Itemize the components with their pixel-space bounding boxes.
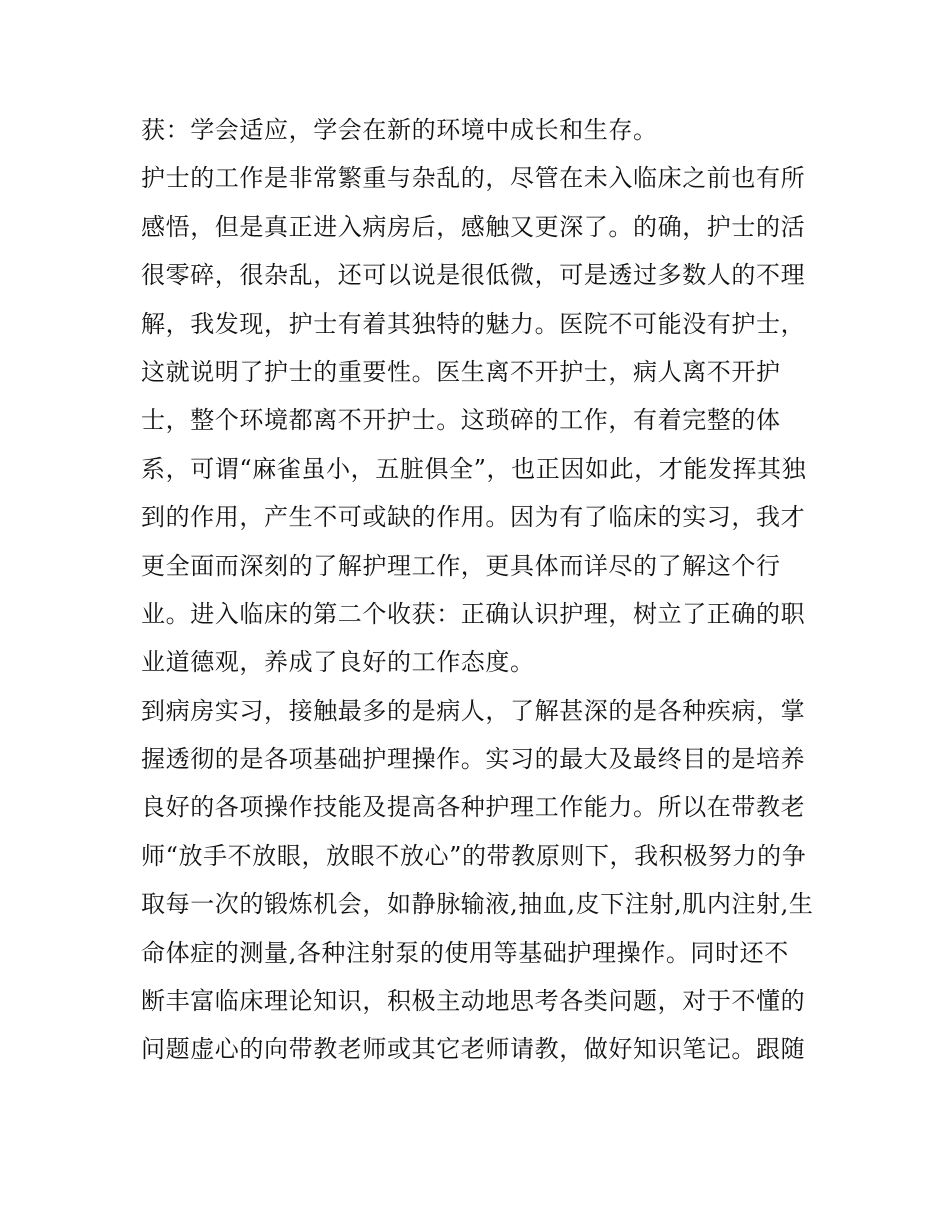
document-body [141,106,813,1074]
text-line: 系，可谓“麻雀虽小，五脏俱全”，也正因如此，才能发挥其独 [141,454,807,483]
text-line: 到的作用，产生不可或缺的作用。因为有了临床的实习，我才 [141,503,806,532]
text-line: 业。进入临床的第二个收获：正确认识护理，树立了正确的职 [141,599,806,628]
text-line: 到病房实习，接触最多的是病人，了解甚深的是各种疾病，掌 [141,696,806,725]
text-line: 握透彻的是各项基础护理操作。实习的最大及最终目的是培养 [141,745,806,774]
text-line: 这就说明了护士的重要性。医生离不开护士，病人离不开护 [141,357,781,386]
text-line: 业道德观，养成了良好的工作态度。 [141,648,535,677]
text-line: 感悟，但是真正进入病房后，感触又更深了。的确，护士的活 [141,212,806,241]
text-line: 更全面而深刻的了解护理工作，更具体而详尽的了解这个行 [141,551,781,580]
text-line: 取每一次的锻炼机会，如静脉输液,抽血,皮下注射,肌内注射,生 [141,890,814,919]
text-line: 解，我发现，护士有着其独特的魅力。医院不可能没有护士， [141,309,806,338]
text-line: 很零碎，很杂乱，还可以说是很低微，可是透过多数人的不理 [141,261,806,290]
text-line: 良好的各项操作技能及提高各种护理工作能力。所以在带教老 [141,793,806,822]
text-line: 师“放手不放眼，放眼不放心”的带教原则下，我积极努力的争 [141,841,807,870]
text-line: 问题虚心的向带教老师或其它老师请教，做好知识笔记。跟随 [141,1035,806,1064]
text-line: 士，整个环境都离不开护士。这琐碎的工作，有着完整的体 [141,406,781,435]
text-line: 获：学会适应，学会在新的环境中成长和生存。 [141,116,658,144]
text-line: 命体症的测量,各种注射泵的使用等基础护理操作。同时还不 [141,938,789,967]
text-line: 护士的工作是非常繁重与杂乱的，尽管在未入临床之前也有所 [141,164,806,193]
text-line: 断丰富临床理论知识，积极主动地思考各类问题，对于不懂的 [141,987,806,1016]
